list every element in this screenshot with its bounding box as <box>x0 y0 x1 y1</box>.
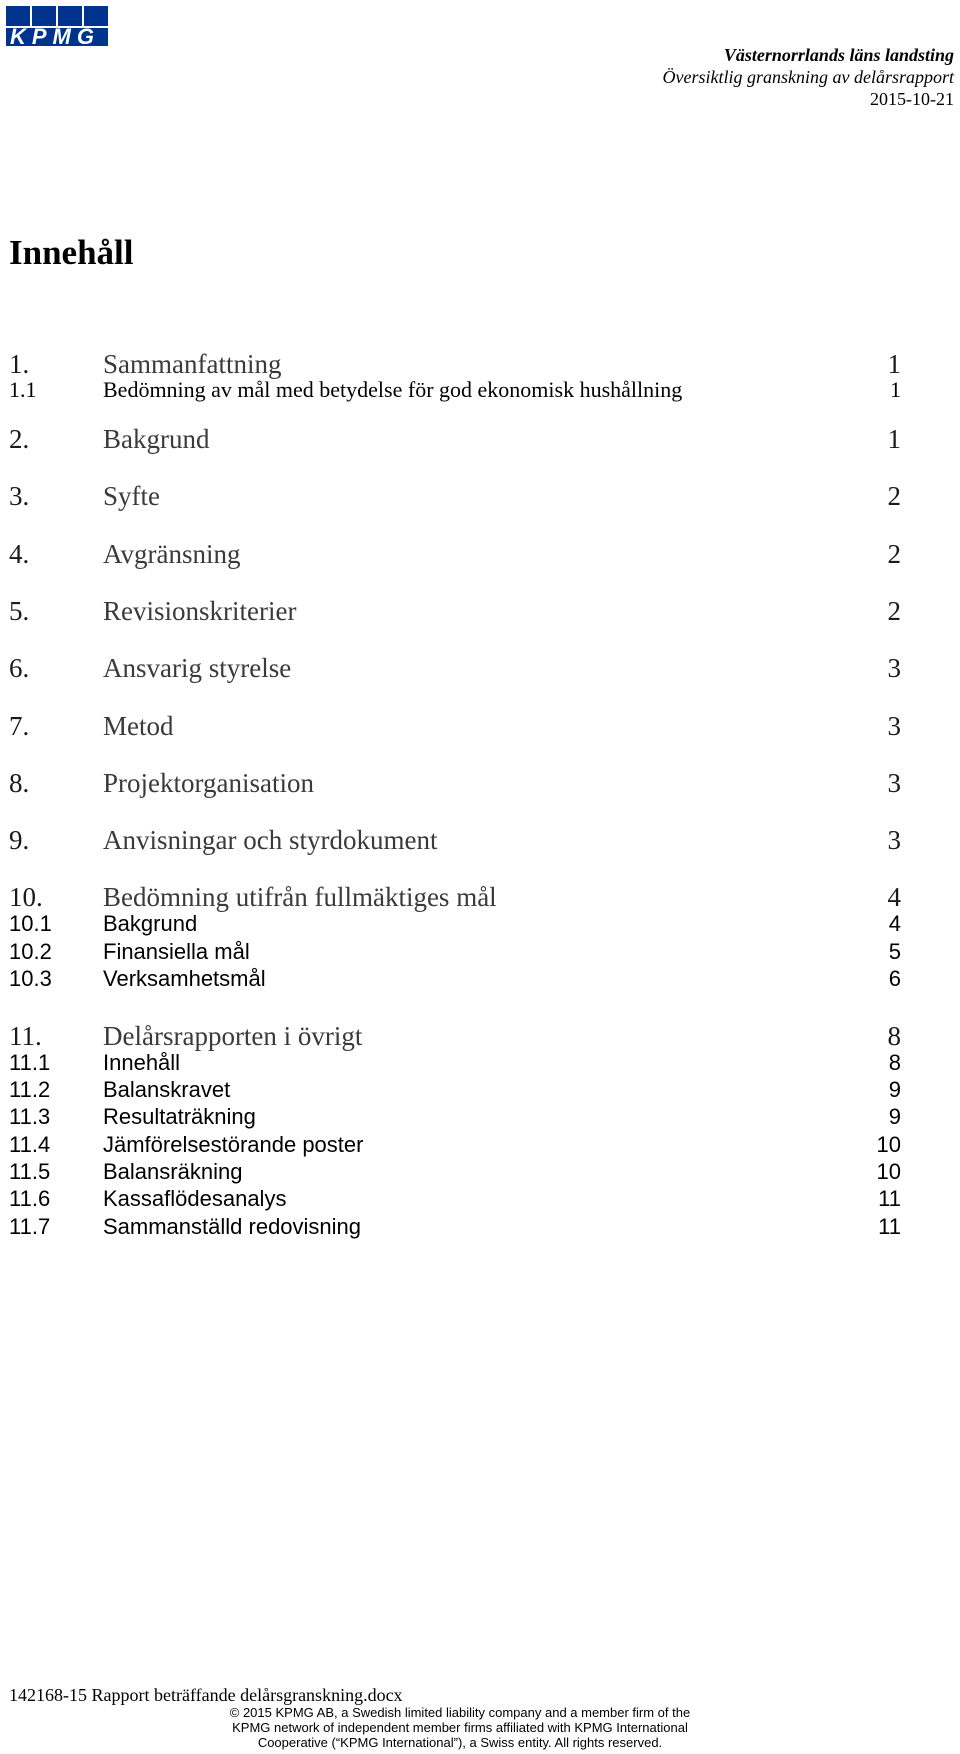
toc-page-number: 11 <box>878 1186 901 1211</box>
toc-title: Jämförelsestörande poster <box>103 1132 364 1157</box>
toc-title: Balansräkning <box>103 1159 243 1184</box>
toc-number: 6. <box>9 653 30 683</box>
organization-name: Västernorrlands läns landsting <box>723 45 954 65</box>
footer-copyright <box>200 1705 720 1750</box>
toc-title: Innehåll <box>103 1050 181 1075</box>
toc-page-number: 1 <box>887 424 901 454</box>
toc-number: 11.6 <box>9 1186 51 1211</box>
toc-number: 1.1 <box>9 377 37 402</box>
toc-number: 11.3 <box>9 1104 51 1129</box>
toc-number: 1. <box>9 349 30 379</box>
toc-page-number: 8 <box>888 1050 901 1075</box>
toc-number: 9. <box>9 825 30 855</box>
toc-title: Bakgrund <box>103 424 210 454</box>
toc-title: Kassaflödesanalys <box>103 1186 287 1211</box>
toc-title: Bakgrund <box>103 911 198 936</box>
toc-number: 4. <box>9 539 30 569</box>
toc-page-number: 1 <box>890 377 901 402</box>
toc-title: Revisionskriterier <box>103 596 297 626</box>
toc-title: Projektorganisation <box>103 768 314 798</box>
toc-page-number: 3 <box>887 768 901 798</box>
toc-number: 11.2 <box>9 1077 51 1102</box>
report-header <box>663 44 954 110</box>
toc-title: Balanskravet <box>103 1077 231 1102</box>
toc-page-number: 5 <box>888 939 901 964</box>
toc-page-number: 11 <box>878 1214 901 1239</box>
toc-number: 10.1 <box>9 911 52 936</box>
toc-title: Bedömning av mål med betydelse för god ekonomisk hushållning <box>103 377 683 402</box>
toc-number: 10. <box>9 882 43 912</box>
toc-title: Sammanfattning <box>103 349 282 379</box>
toc-heading: Innehåll <box>9 233 134 272</box>
toc-number: 8. <box>9 768 30 798</box>
toc-page-number: 10 <box>876 1132 901 1157</box>
copyright-line: KPMG network of independent member firms affiliated with KPMG International <box>232 1720 688 1735</box>
toc-page-number: 2 <box>887 596 901 626</box>
toc-page-number: 3 <box>887 653 901 683</box>
toc-number: 11.4 <box>9 1132 51 1157</box>
toc-title: Verksamhetsmål <box>103 966 266 991</box>
logo-block <box>6 6 30 26</box>
logo-block <box>32 6 56 26</box>
toc-title: Avgränsning <box>103 539 241 569</box>
footer-filename: 142168-15 Rapport beträffande delårsgranskning.docx <box>9 1685 403 1705</box>
copyright-line: © 2015 KPMG AB, a Swedish limited liability company and a member firm of the <box>229 1705 691 1720</box>
toc-title: Sammanställd redovisning <box>103 1214 362 1239</box>
toc-number: 11.1 <box>9 1050 51 1075</box>
toc-title: Delårsrapporten i övrigt <box>103 1021 363 1051</box>
toc-page-number: 2 <box>887 539 901 569</box>
toc-title: Ansvarig styrelse <box>103 653 292 683</box>
toc-page-number: 2 <box>887 481 901 511</box>
toc-title: Bedömning utifrån fullmäktiges mål <box>103 882 497 912</box>
toc-page-number: 8 <box>887 1021 901 1051</box>
toc-title: Syfte <box>103 481 160 511</box>
toc-number: 10.2 <box>9 939 52 964</box>
toc-number: 3. <box>9 481 30 511</box>
toc-number: 10.3 <box>9 966 52 991</box>
toc-page-number: 6 <box>888 966 901 991</box>
toc-title: Finansiella mål <box>103 939 250 964</box>
kpmg-logo <box>6 6 108 46</box>
toc-title: Anvisningar och styrdokument <box>103 825 438 855</box>
toc-page-number: 3 <box>887 711 901 741</box>
toc-number: 11. <box>9 1021 42 1051</box>
toc-number: 2. <box>9 424 30 454</box>
toc-page-number: 1 <box>887 349 901 379</box>
toc-page-number: 10 <box>876 1159 901 1184</box>
copyright-line: Cooperative (“KPMG International”), a Swiss entity. All rights reserved. <box>257 1735 663 1750</box>
logo-block <box>58 6 82 26</box>
toc-number: 5. <box>9 596 30 626</box>
toc-page-number: 9 <box>888 1104 901 1129</box>
toc-page-number: 4 <box>888 911 901 936</box>
toc-title: Metod <box>103 711 174 741</box>
logo-text: KPMG <box>10 24 94 46</box>
toc-page-number: 9 <box>888 1077 901 1102</box>
toc-number: 7. <box>9 711 30 741</box>
toc-title: Resultaträkning <box>103 1104 256 1129</box>
logo-block <box>84 6 108 26</box>
toc-page-number: 4 <box>887 882 901 912</box>
toc-number: 11.7 <box>9 1214 51 1239</box>
toc-page-number: 3 <box>887 825 901 855</box>
report-date: 2015-10-21 <box>870 89 954 109</box>
report-title: Översiktlig granskning av delårsrapport <box>662 67 954 87</box>
toc-number: 11.5 <box>9 1159 51 1184</box>
